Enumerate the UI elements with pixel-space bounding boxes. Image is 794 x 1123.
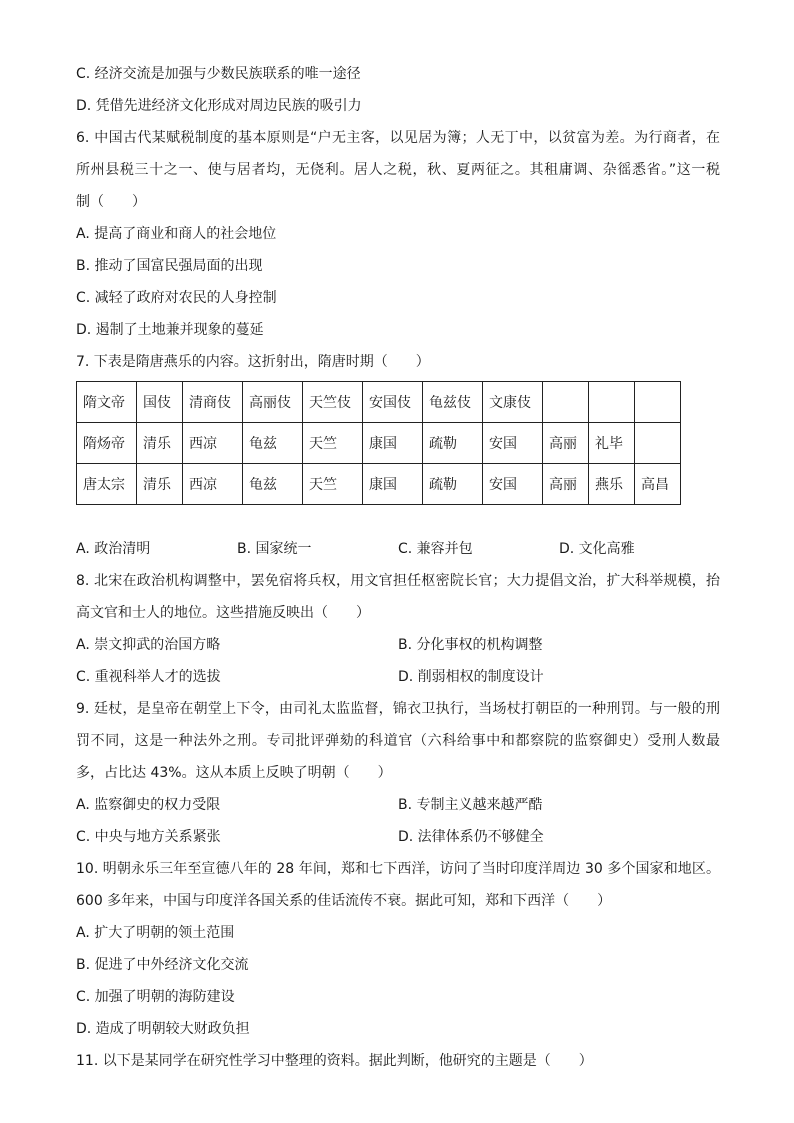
option-d: D. 造成了明朝较大财政负担 <box>76 1021 250 1037</box>
table-cell: 龟兹 <box>243 464 303 505</box>
question-5-options <box>76 58 720 122</box>
option-b: B. 促进了中外经济文化交流 <box>76 957 249 973</box>
question-7 <box>76 346 720 565</box>
table-cell: 国伎 <box>137 382 183 423</box>
table-cell: 清商伎 <box>183 382 243 423</box>
options-row <box>76 821 720 853</box>
stem-line: 600 多年来，中国与印度洋各国关系的佳话流传不衰。据此可知，郑和下西洋（ ） <box>76 893 612 909</box>
option-a: A. 政治清明 <box>76 541 151 557</box>
table-cell: 安国 <box>483 423 543 464</box>
table-cell <box>589 382 635 423</box>
question-6 <box>76 122 720 346</box>
question-10 <box>76 853 720 1045</box>
table-cell: 疏勒 <box>423 464 483 505</box>
table-cell: 康国 <box>363 423 423 464</box>
option-d: D. 遏制了土地兼并现象的蔓延 <box>76 322 264 338</box>
question-10-stem <box>76 853 720 917</box>
table-row <box>77 464 681 505</box>
table-cell: 高丽伎 <box>243 382 303 423</box>
stem-line: 制（ ） <box>76 194 146 210</box>
option-a: A. 崇文抑武的治国方略 <box>76 637 221 653</box>
option-c: C. 经济交流是加强与少数民族联系的唯一途径 <box>76 66 361 82</box>
option-c: C. 加强了明朝的海防建设 <box>76 989 235 1005</box>
options-row <box>76 789 720 821</box>
option-c: C. 兼容并包 <box>398 541 473 557</box>
option-b: B. 专制主义越来越严酷 <box>398 797 543 813</box>
table-row <box>77 382 681 423</box>
option-c: C. 重视科举人才的选拔 <box>76 669 221 685</box>
table-cell: 清乐 <box>137 464 183 505</box>
table-cell: 唐太宗 <box>77 464 137 505</box>
question-9 <box>76 693 720 853</box>
table-cell: 文康伎 <box>483 382 543 423</box>
option-c: C. 减轻了政府对农民的人身控制 <box>76 290 277 306</box>
table-cell: 疏勒 <box>423 423 483 464</box>
table-row <box>77 423 681 464</box>
table-cell: 高丽 <box>543 423 589 464</box>
table-cell: 龟兹 <box>243 423 303 464</box>
table-cell: 隋文帝 <box>77 382 137 423</box>
table-cell: 西凉 <box>183 464 243 505</box>
exam-page <box>76 58 720 1077</box>
option-d: D. 凭借先进经济文化形成对周边民族的吸引力 <box>76 98 362 114</box>
stem-line: 罚不同，这是一种法外之刑。专司批评弹劾的科道官（六科给事中和都察院的监察御史）受刑人数最 <box>76 733 720 749</box>
table-cell: 燕乐 <box>589 464 635 505</box>
table-cell: 清乐 <box>137 423 183 464</box>
table-cell: 隋炀帝 <box>77 423 137 464</box>
question-6-stem <box>76 122 720 218</box>
option-d: D. 法律体系仍不够健全 <box>398 829 544 845</box>
table-cell: 高丽 <box>543 464 589 505</box>
stem-line: 多，占比达 43%。这从本质上反映了明朝（ ） <box>76 765 392 781</box>
question-8-stem <box>76 565 720 629</box>
table-cell <box>635 423 681 464</box>
table-cell: 礼毕 <box>589 423 635 464</box>
option-c: C. 中央与地方关系紧张 <box>76 829 221 845</box>
stem-line: 6. 中国古代某赋税制度的基本原则是“户无主客，以见居为簿；人无丁中，以贫富为差。为行商者，在 <box>76 130 720 146</box>
question-7-options <box>76 533 720 565</box>
table-cell: 高昌 <box>635 464 681 505</box>
option-a: A. 扩大了明朝的领土范围 <box>76 925 235 941</box>
table-cell <box>635 382 681 423</box>
table-cell: 安国伎 <box>363 382 423 423</box>
question-7-stem: 7. 下表是隋唐燕乐的内容。这折射出，隋唐时期（ ） <box>76 354 430 370</box>
option-b: B. 推动了国富民强局面的出现 <box>76 258 263 274</box>
option-b: B. 国家统一 <box>237 541 312 557</box>
question-11-stem: 11. 以下是某同学在研究性学习中整理的资料。据此判断，他研究的主题是（ ） <box>76 1053 593 1069</box>
table-cell: 安国 <box>483 464 543 505</box>
table-cell: 西凉 <box>183 423 243 464</box>
stem-line: 高文官和士人的地位。这些措施反映出（ ） <box>76 605 370 621</box>
option-a: A. 提高了商业和商人的社会地位 <box>76 226 277 242</box>
stem-line: 10. 明朝永乐三年至宣德八年的 28 年间，郑和七下西洋，访问了当时印度洋周边 30 多个国家和地区。 <box>76 861 720 877</box>
table-cell: 天竺 <box>303 423 363 464</box>
stem-line: 8. 北宋在政治机构调整中，罢免宿将兵权，用文官担任枢密院长官；大力提倡文治，扩大科举规模，抬 <box>76 573 720 589</box>
stem-line: 9. 廷杖，是皇帝在朝堂上下令，由司礼太监监督，锦衣卫执行，当场杖打朝臣的一种刑罚。与一般的刑 <box>76 701 720 717</box>
question-9-stem <box>76 693 720 789</box>
question-11 <box>76 1045 720 1077</box>
yanyue-table <box>76 381 681 505</box>
question-8 <box>76 565 720 693</box>
stem-line: 所州县税三十之一、使与居者均，无侥利。居人之税，秋、夏两征之。其租庸调、杂徭悉省。”这一税 <box>76 162 720 178</box>
table-cell: 天竺伎 <box>303 382 363 423</box>
table-cell <box>543 382 589 423</box>
option-d: D. 削弱相权的制度设计 <box>398 669 544 685</box>
option-b: B. 分化事权的机构调整 <box>398 637 543 653</box>
options-row <box>76 661 720 693</box>
option-a: A. 监察御史的权力受限 <box>76 797 221 813</box>
table-cell: 龟兹伎 <box>423 382 483 423</box>
options-row <box>76 629 720 661</box>
option-d: D. 文化高雅 <box>559 541 635 557</box>
table-cell: 康国 <box>363 464 423 505</box>
table-cell: 天竺 <box>303 464 363 505</box>
